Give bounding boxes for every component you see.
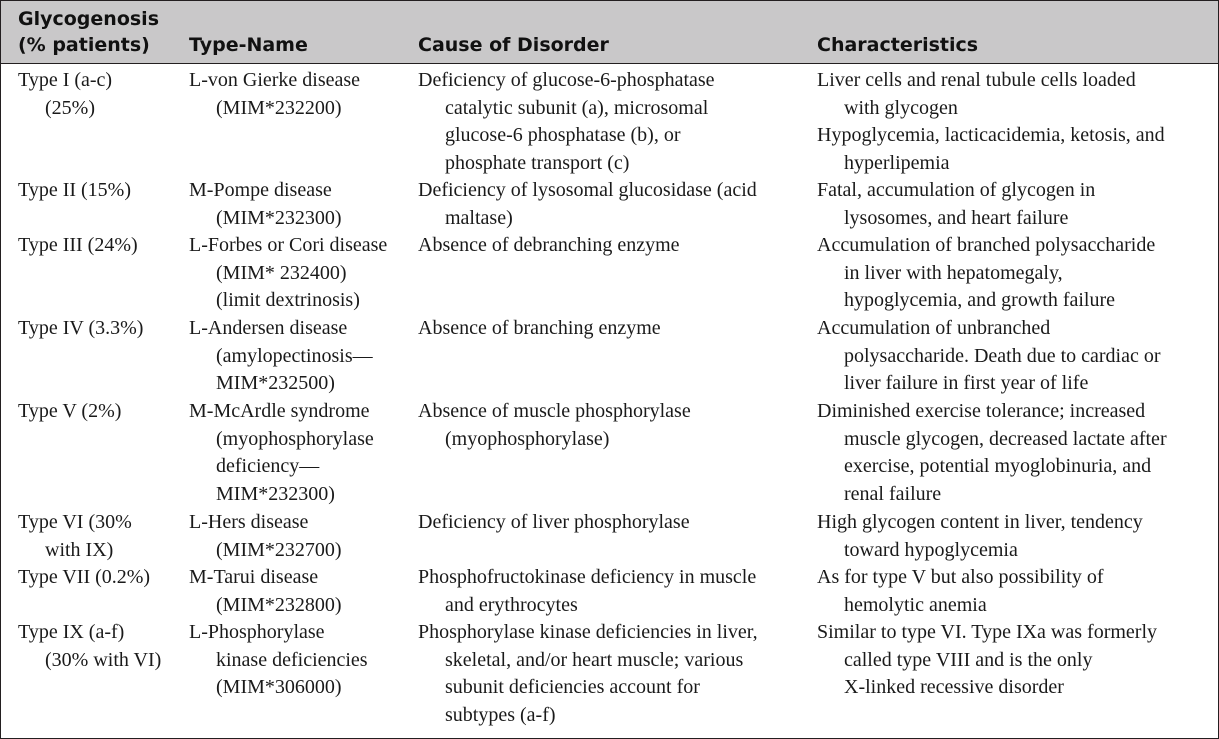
cell-line: liver failure in first year of life (844, 372, 1089, 394)
cell-line: renal failure (844, 482, 942, 505)
cell-characteristics (817, 315, 1161, 398)
cell-line: (MIM*232800) (216, 593, 342, 616)
cell-line: Liver cells and renal tubule cells loaded (817, 69, 1136, 91)
cell-type (18, 177, 131, 205)
cell-line: L-Andersen disease (189, 317, 348, 339)
cell-line: called type VIII and is the only (844, 648, 1093, 671)
cell-line: polysaccharide. Death due to cardiac or (844, 344, 1161, 367)
cell-line: lysosomes, and heart failure (844, 206, 1069, 229)
cell-line: Phosphofructokinase deficiency in muscle (418, 566, 757, 588)
header-characteristics: Characteristics (817, 34, 979, 56)
cell-type (18, 232, 138, 260)
cell-line: Type II (15%) (18, 179, 131, 201)
cell-type-name (189, 509, 342, 564)
table-header (1, 1, 1218, 64)
cell-line: deficiency— (216, 455, 320, 477)
cell-line: Type IX (a-f) (18, 621, 125, 643)
header-cause: Cause of Disorder (418, 34, 609, 56)
header-glycogenosis-line1: Glycogenosis (18, 8, 160, 30)
cell-line: (MIM*232200) (216, 96, 342, 119)
cell-type-name (189, 67, 360, 122)
cell-line: glucose-6 phosphatase (b), or (445, 124, 681, 146)
cell-type (18, 398, 121, 426)
cell-type (18, 509, 132, 564)
cell-line: hemolytic anemia (844, 593, 987, 616)
cell-type-name (189, 177, 342, 232)
cell-cause (418, 315, 661, 343)
cell-type-name (189, 315, 373, 398)
cell-line: Type V (2%) (18, 400, 122, 422)
cell-line: Accumulation of branched polysaccharide (817, 234, 1156, 256)
cell-line: skeletal, and/or heart muscle; various (445, 648, 744, 671)
cell-line: (myophosphorylase (216, 427, 374, 450)
cell-line: High glycogen content in liver, tendency (817, 511, 1143, 533)
cell-cause (418, 177, 757, 232)
cell-line: Type VII (0.2%) (18, 566, 151, 588)
cell-line: subtypes (a-f) (445, 703, 556, 726)
cell-line: MIM*232500) (216, 372, 335, 394)
cell-line: (30% with VI) (45, 648, 162, 671)
cell-cause (418, 619, 758, 729)
cell-characteristics (817, 398, 1167, 508)
cell-line: (amylopectinosis— (216, 344, 373, 367)
cell-characteristics (817, 67, 1165, 177)
cell-line: (limit dextrinosis) (216, 289, 360, 311)
cell-characteristics (817, 509, 1143, 564)
cell-line: M-Pompe disease (189, 179, 332, 201)
cell-line: Phosphorylase kinase deficiencies in liver, (418, 621, 758, 643)
cell-line: hypoglycemia, and growth failure (844, 289, 1116, 311)
cell-type (18, 67, 112, 122)
cell-line: (myophosphorylase) (445, 427, 610, 450)
cell-line: Deficiency of liver phosphorylase (418, 511, 690, 533)
cell-type-name (189, 564, 342, 619)
cell-type (18, 564, 150, 592)
cell-line: and erythrocytes (445, 593, 578, 616)
cell-line: in liver with hepatomegaly, (844, 261, 1063, 284)
cell-line: Deficiency of lysosomal glucosidase (acid (418, 179, 757, 201)
cell-line: Fatal, accumulation of glycogen in (817, 179, 1096, 201)
cell-line: with glycogen (844, 96, 958, 119)
cell-line: Absence of muscle phosphorylase (418, 400, 691, 422)
cell-type (18, 315, 143, 343)
cell-line: (MIM*232300) (216, 206, 342, 229)
cell-line: Absence of branching enzyme (418, 317, 661, 339)
cell-line: Absence of debranching enzyme (418, 234, 680, 256)
cell-characteristics (817, 619, 1157, 702)
cell-line: Type IV (3.3%) (18, 317, 144, 339)
cell-line: exercise, potential myoglobinuria, and (844, 455, 1152, 477)
cell-line: L-Forbes or Cori disease (189, 234, 388, 256)
cell-line: catalytic subunit (a), microsomal (445, 96, 709, 119)
header-glycogenosis (18, 6, 159, 58)
cell-line: L-Phosphorylase (189, 621, 325, 643)
cell-line: Hypoglycemia, lacticacidemia, ketosis, and (817, 124, 1165, 146)
cell-line: MIM*232300) (216, 482, 335, 505)
cell-cause (418, 398, 691, 453)
cell-line: M-Tarui disease (189, 566, 319, 588)
cell-characteristics (817, 232, 1155, 315)
cell-line: Type I (a-c) (18, 69, 113, 91)
cell-line: (MIM*232700) (216, 538, 342, 561)
cell-line: Diminished exercise tolerance; increased (817, 400, 1146, 422)
cell-line: (MIM* 232400) (216, 261, 347, 284)
cell-line: (MIM*306000) (216, 676, 342, 698)
cell-type-name (189, 619, 368, 702)
cell-line: M-McArdle syndrome (189, 400, 370, 422)
cell-cause (418, 232, 680, 260)
cell-cause (418, 564, 756, 619)
cell-line: Type III (24%) (18, 234, 138, 256)
cell-line: muscle glycogen, decreased lactate after (844, 427, 1167, 450)
cell-line: subunit deficiencies account for (445, 676, 700, 698)
cell-type-name (189, 398, 374, 508)
cell-line: Type VI (30% (18, 511, 132, 533)
cell-cause (418, 509, 690, 537)
cell-line: Similar to type VI. Type IXa was formerly (817, 621, 1158, 643)
cell-characteristics (817, 177, 1095, 232)
cell-line: phosphate transport (c) (445, 151, 630, 174)
cell-line: Deficiency of glucose-6-phosphatase (418, 69, 715, 91)
cell-line: kinase deficiencies (216, 648, 368, 671)
cell-line: Accumulation of unbranched (817, 317, 1051, 339)
cell-line: with IX) (45, 538, 114, 561)
cell-line: maltase) (445, 206, 513, 229)
header-type-name: Type-Name (189, 34, 308, 56)
cell-type (18, 619, 161, 674)
cell-cause (418, 67, 715, 177)
cell-line: (25%) (45, 96, 95, 119)
cell-line: L-Hers disease (189, 511, 309, 533)
header-glycogenosis-line2: (% patients) (18, 34, 150, 56)
cell-line: X-linked recessive disorder (844, 676, 1064, 698)
cell-characteristics (817, 564, 1103, 619)
cell-line: L-von Gierke disease (189, 69, 361, 91)
cell-line: toward hypoglycemia (844, 538, 1018, 561)
cell-type-name (189, 232, 387, 315)
cell-line: hyperlipemia (844, 151, 950, 174)
cell-line: As for type V but also possibility of (817, 566, 1104, 588)
